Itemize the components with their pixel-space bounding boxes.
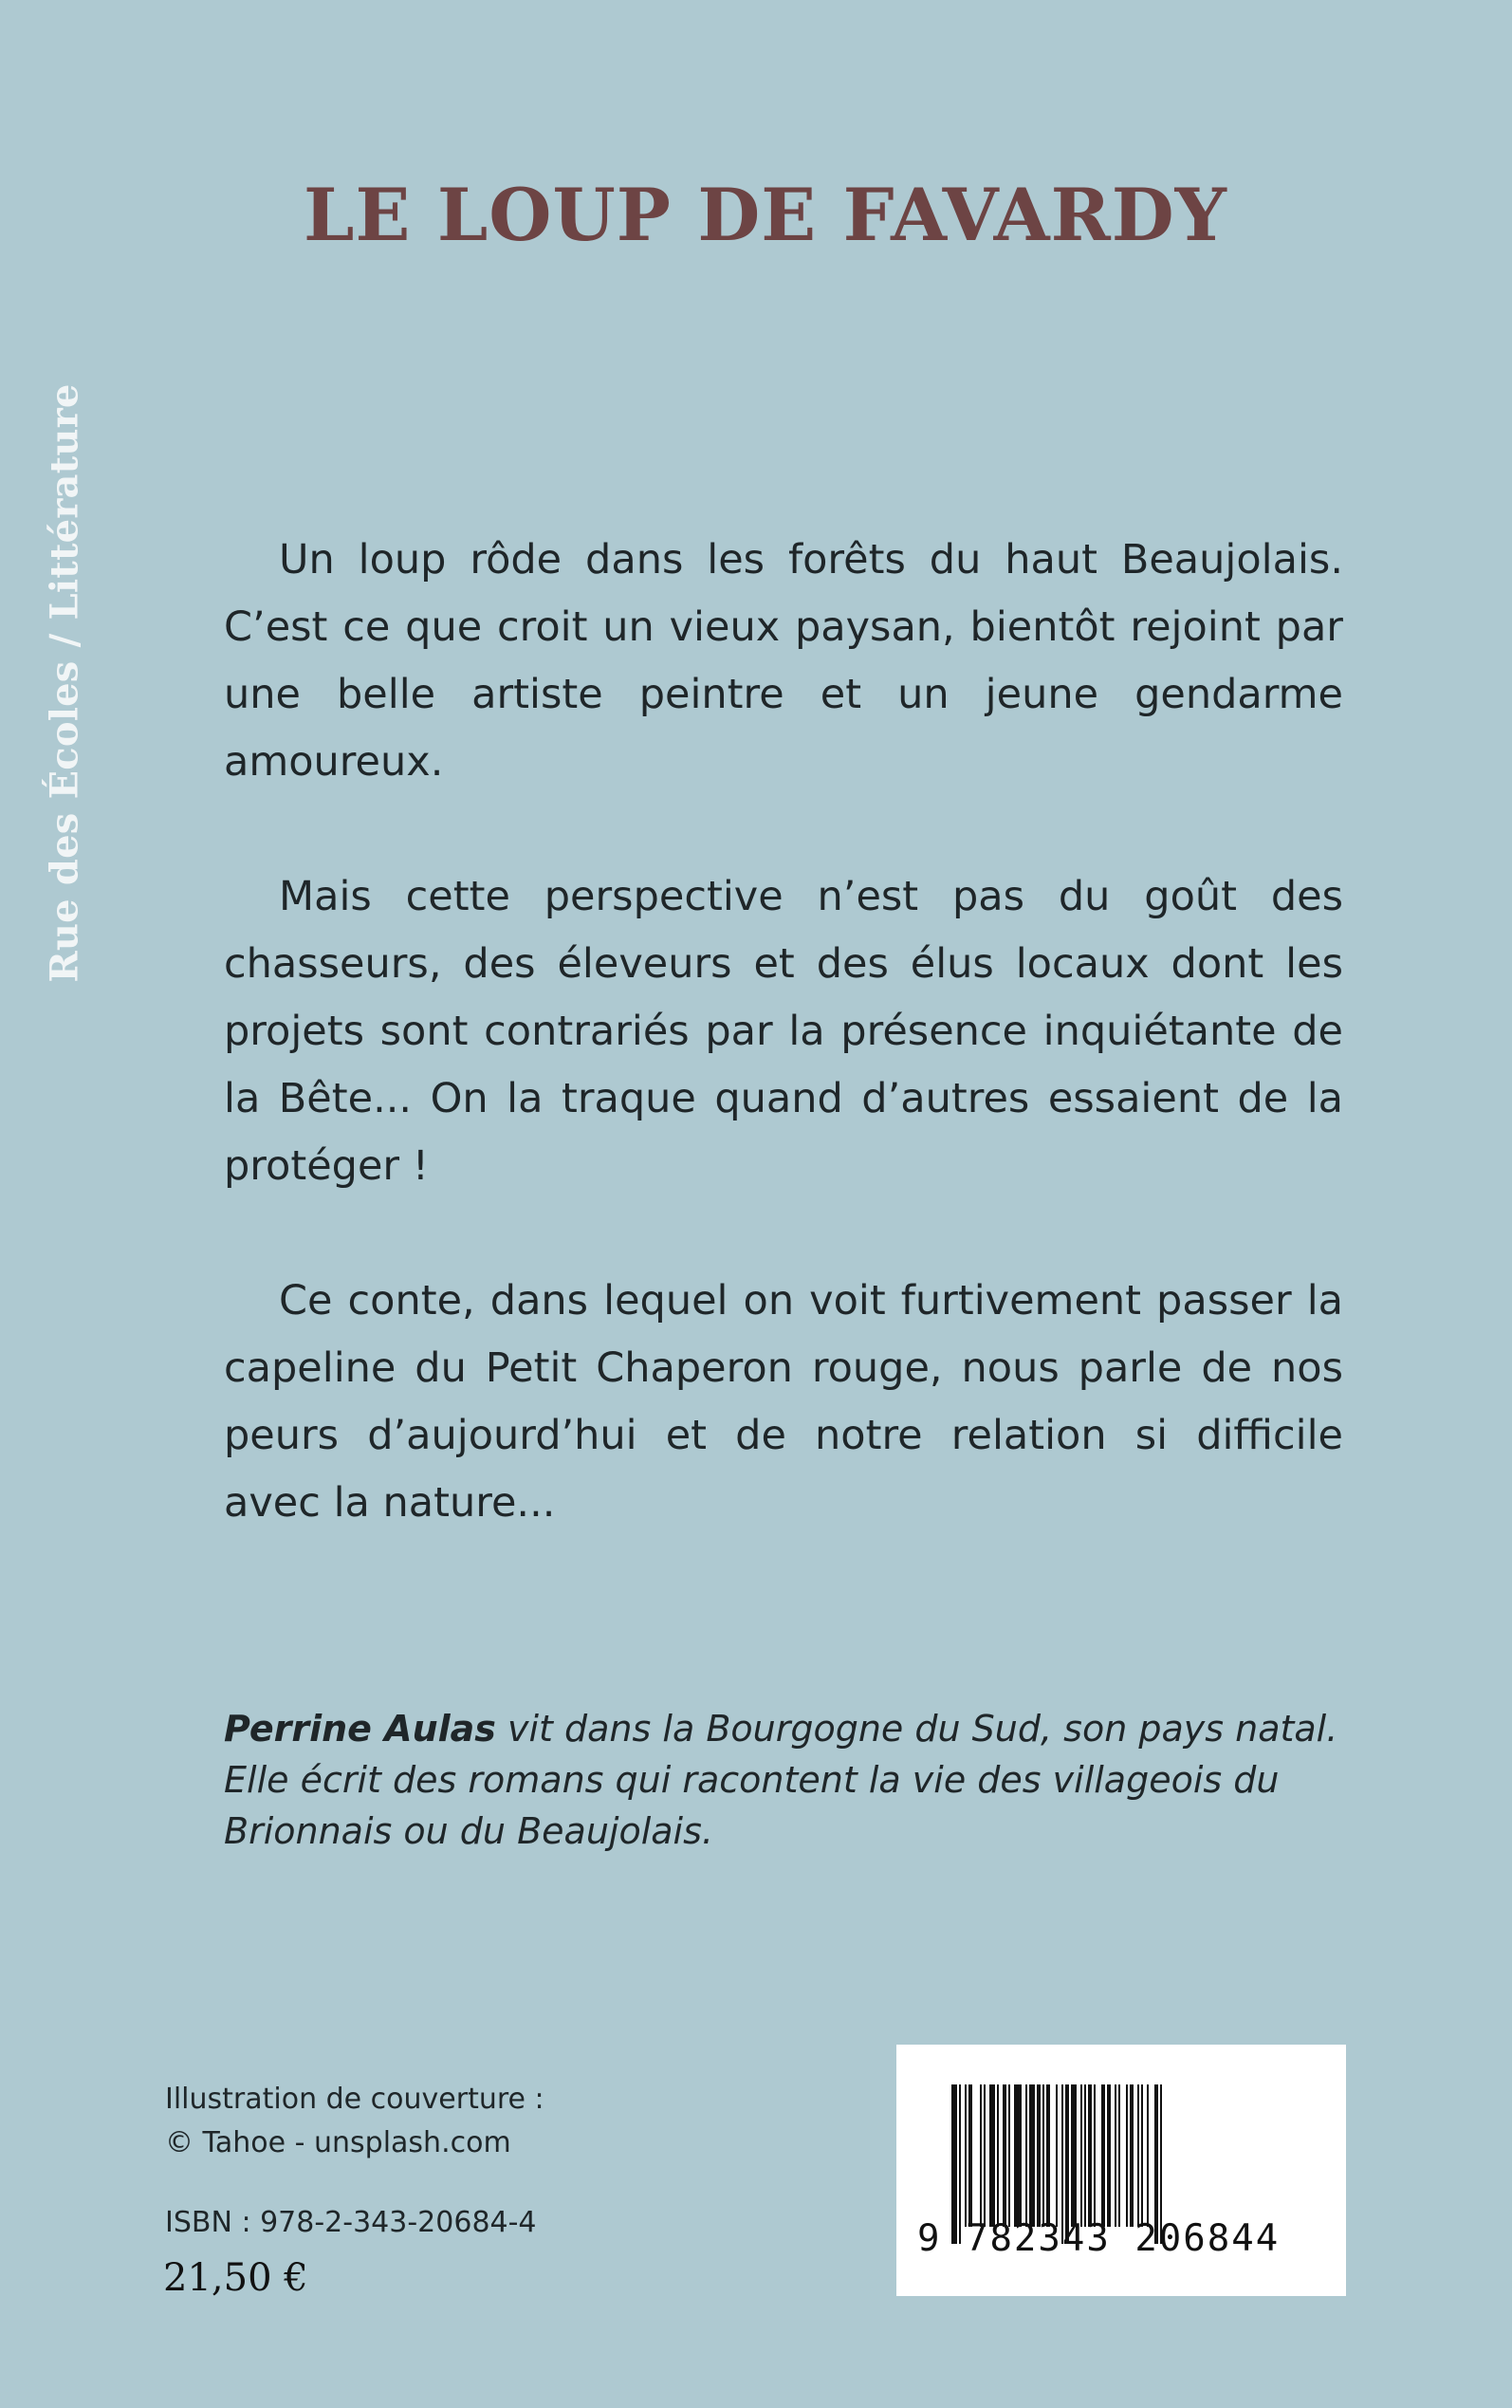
barcode-bar: [1037, 2084, 1041, 2227]
barcode-bar: [1088, 2084, 1092, 2227]
barcode-bar: [1071, 2084, 1077, 2227]
barcode-bar: [1141, 2084, 1143, 2227]
barcode-bar: [968, 2084, 972, 2227]
barcode-bar: [1101, 2084, 1105, 2227]
illustration-credits: [165, 2078, 734, 2165]
barcode-bar: [1107, 2084, 1111, 2227]
barcode-bar: [1130, 2084, 1134, 2227]
barcode-bar: [1115, 2084, 1116, 2227]
author-name: Perrine Aulas: [224, 1708, 496, 1750]
author-bio: [224, 1703, 1343, 1857]
barcode-digits: 9 782343 206844: [917, 2217, 1281, 2260]
barcode-bar: [1147, 2084, 1149, 2227]
spine-collection-label: Rue des Écoles / Littérature: [42, 383, 87, 983]
book-price: 21,50 €: [163, 2256, 308, 2300]
illustration-credit-source: © Tahoe - unsplash.com: [165, 2126, 511, 2159]
barcode-bar: [984, 2084, 986, 2227]
illustration-credit-label: Illustration de couverture :: [165, 2083, 544, 2116]
barcode-bar: [1118, 2084, 1120, 2227]
barcode-bar: [1042, 2084, 1044, 2227]
book-title: LE LOUP DE FAVARDY: [304, 173, 1227, 257]
barcode-bar: [997, 2084, 999, 2227]
barcode-bar: [1046, 2084, 1050, 2227]
barcode-bar: [1014, 2084, 1022, 2227]
summary-paragraph: Ce conte, dans lequel on voit furtivement passer la capeline du Petit Chaperon rouge, nous parle de nos peurs d’aujourd’hui et de notre relation si difficile avec la nature...: [224, 1277, 1343, 1527]
barcode-bar: [1084, 2084, 1086, 2227]
barcode-bar: [1029, 2084, 1035, 2227]
barcode-box: [896, 2045, 1346, 2296]
isbn-number: ISBN : 978-2-343-20684-4: [165, 2206, 537, 2239]
book-summary: [224, 527, 1343, 1604]
barcode-bar: [980, 2084, 982, 2227]
author-bio-text: vit dans la Bourgogne du Sud, son pays natal. Elle écrit des romans qui racontent la vie des villageois du Brionnais ou du Beaujolais.: [224, 1708, 1338, 1852]
barcode-bar: [1025, 2084, 1027, 2227]
barcode-bar: [989, 2084, 995, 2227]
barcode-bar: [1126, 2084, 1128, 2227]
barcode-bar: [1137, 2084, 1139, 2227]
barcode-bar: [1094, 2084, 1096, 2227]
summary-paragraph: Un loup rôde dans les forêts du haut Beaujolais. C’est ce que croit un vieux paysan, bientôt rejoint par une belle artiste peintre et un jeune gendarme amoureux.: [224, 536, 1343, 786]
summary-paragraph: Mais cette perspective n’est pas du goût des chasseurs, des éleveurs et des élus locaux dont les projets sont contrariés par la présence inquiétante de la Bête... On la traque quand d’autres essaient de la protéger !: [224, 873, 1343, 1190]
barcode-bar: [1008, 2084, 1010, 2227]
barcode-bar: [965, 2084, 967, 2227]
barcode-bar: [1003, 2084, 1006, 2227]
barcode-bar: [1056, 2084, 1058, 2227]
barcode-bar: [1080, 2084, 1082, 2227]
